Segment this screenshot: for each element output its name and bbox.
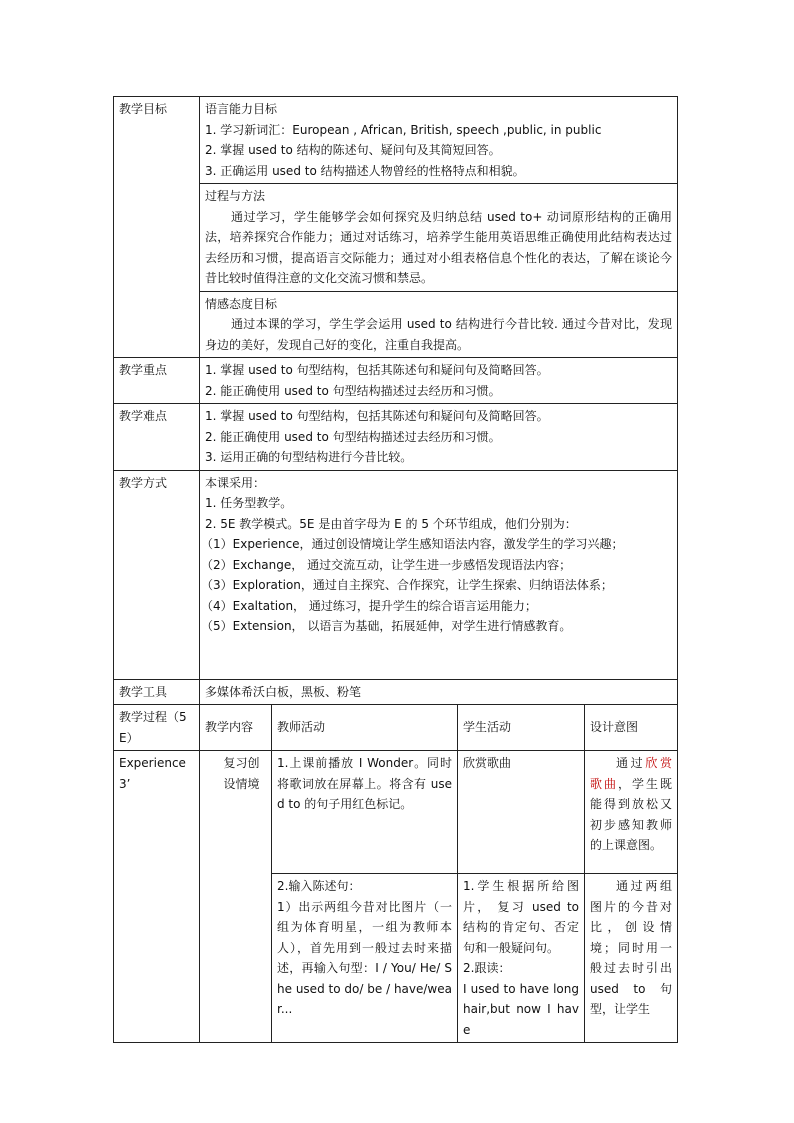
- stage-experience: Experience 3’: [114, 751, 200, 1043]
- process-row-1: [114, 751, 678, 874]
- header-stage: 教学过程（5E）: [114, 705, 200, 751]
- tools-label: 教学工具: [114, 679, 200, 705]
- language-goals-title: 语言能力目标: [205, 102, 278, 116]
- intent-1-highlight: 欣赏歌曲: [590, 756, 673, 791]
- emotion-goals-cell: [200, 291, 678, 358]
- language-goal-2: 2. 掌握 used to 结构的陈述句、疑问句及其简短回答。: [205, 143, 501, 157]
- keypoints-cell: [200, 358, 678, 404]
- header-content: 教学内容: [200, 705, 272, 751]
- methods-intro: 本课采用：: [205, 475, 266, 490]
- difficulties-cell: [200, 404, 678, 471]
- content-review: 复习创设情境: [200, 751, 272, 1043]
- method-5e-experience: （1）Experience，通过创设情境让学生感知语法内容，激发学生的学习兴趣；: [201, 537, 624, 551]
- methods-row: [114, 470, 678, 679]
- difficulty-1: 1. 掌握 used to 句型结构，包括其陈述句和疑问句及简略回答。: [205, 409, 549, 423]
- header-intent: 设计意图: [585, 705, 678, 751]
- method-5e-exaltation: （4）Exaltation， 通过练习，提升学生的综合语言运用能力；: [201, 598, 537, 613]
- method-1: 1. 任务型教学。: [205, 496, 293, 510]
- student-activity-2: 1.学生根据所给图片， 复习 used to 结构的肯定句、否定句和一般疑问句。 2.跟读： I used to have long hair,but now I have: [458, 874, 585, 1043]
- teacher-activity-1: 1.上课前播放 I Wonder。同时将歌词放在屏幕上。将含有 used to 的句子用红色标记。: [272, 751, 458, 874]
- keypoint-2: 2. 能正确使用 used to 句型结构描述过去经历和习惯。: [205, 383, 501, 398]
- intent-1: [585, 751, 678, 874]
- keypoints-row: [114, 358, 678, 404]
- goals-label: 教学目标: [114, 97, 200, 358]
- method-5e-extension: （5）Extension， 以语言为基础，拓展延伸，对学生进行情感教育。: [201, 619, 572, 633]
- process-goals-cell: [200, 184, 678, 292]
- process-header-row: [114, 705, 678, 751]
- teacher-activity-2: 2.输入陈述句： 1）出示两组今昔对比图片（一组为体育明星，一组为教师本人），首先用到一般过去时来描述，再输入句型：I / You/ He/ She used to do/ be / have/wear...: [272, 874, 458, 1043]
- header-student: 学生活动: [458, 705, 585, 751]
- lesson-plan-table: [113, 96, 678, 1043]
- tools-row: [114, 679, 678, 705]
- difficulties-label: 教学难点: [114, 404, 200, 471]
- difficulty-3: 3. 运用正确的句型结构进行今昔比较。: [205, 450, 413, 464]
- process-goals-title: 过程与方法: [205, 189, 266, 203]
- intent-1-post: ，学生既能得到放松又初步感知教师的上课意图。: [590, 776, 673, 852]
- emotion-goals-text: 通过本课的学习，学生学会运用 used to 结构进行今昔比较. 通过今昔对比，发现身边的美好，发现自己好的变化，注重自我提高。: [205, 317, 673, 352]
- header-teacher: 教师活动: [272, 705, 458, 751]
- difficulties-row: [114, 404, 678, 471]
- student-activity-1: 欣赏歌曲: [458, 751, 585, 874]
- tools-cell: 多媒体希沃白板，黑板、粉笔: [200, 679, 678, 705]
- intent-1-pre: 通过: [616, 756, 646, 770]
- process-goals-text: 通过学习，学生能够学会如何探究及归纳总结 used to+ 动词原形结构的正确用法，培养探究合作能力；通过对话练习，培养学生能用英语思维正确使用此结构表达过去经历和习惯，提高语言交际能力；通过对小组表格信息个性化的表达，了解在谈论今昔比较时值得注意的文化交流习惯和禁忌。: [205, 209, 673, 285]
- method-2: 2. 5E 教学模式。5E 是由首字母为 E 的 5 个环节组成，他们分别为：: [205, 516, 577, 531]
- difficulty-2: 2. 能正确使用 used to 句型结构描述过去经历和习惯。: [205, 429, 501, 444]
- goals-row-language: [114, 97, 678, 184]
- intent-2: 通过两组图片的今昔对比，创设情境；同时用一般过去时引出 used to 句型，让学生: [585, 874, 678, 1043]
- keypoint-1: 1. 掌握 used to 句型结构，包括其陈述句和疑问句及简略回答。: [205, 363, 549, 377]
- method-5e-exploration: （3）Exploration，通过自主探究、合作探究，让学生探索、归纳语法体系；: [201, 578, 613, 592]
- keypoints-label: 教学重点: [114, 358, 200, 404]
- method-5e-exchange: （2）Exchange， 通过交流互动，让学生进一步感悟发现语法内容；: [201, 557, 572, 572]
- language-goals-cell: [200, 97, 678, 184]
- language-goal-3: 3. 正确运用 used to 结构描述人物曾经的性格特点和相貌。: [205, 163, 525, 178]
- emotion-goals-title: 情感态度目标: [205, 296, 278, 311]
- language-goal-1: 1. 学习新词汇：European , African, British, speech ,public, in public: [205, 122, 602, 137]
- methods-cell: [200, 470, 678, 679]
- methods-label: 教学方式: [114, 470, 200, 679]
